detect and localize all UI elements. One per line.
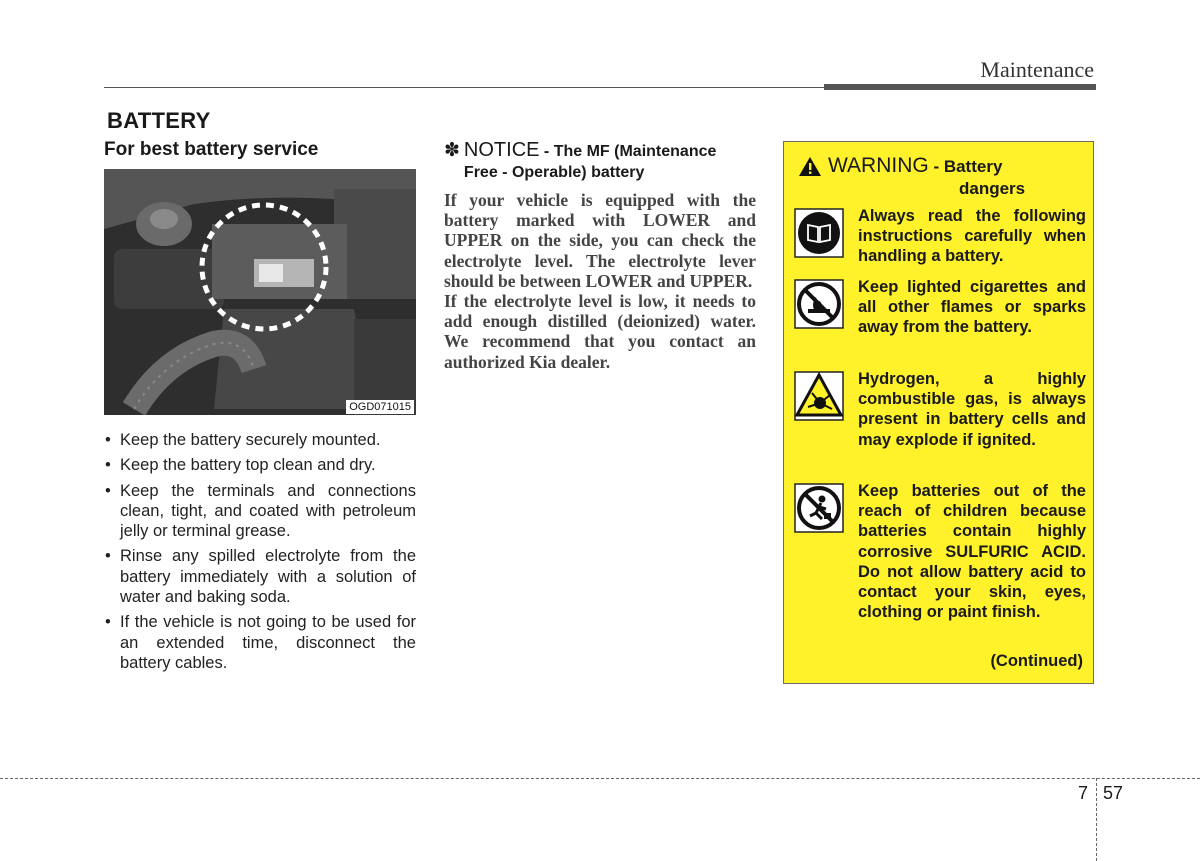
- warning-text: Hydrogen, a highly combustible gas, is always present in battery cells and may explode if ignited.: [858, 370, 1086, 449]
- list-item: • Keep the battery top clean and dry.: [104, 455, 416, 475]
- continued-label: (Continued): [990, 652, 1083, 670]
- notice-body: [444, 190, 756, 372]
- warning-title: [828, 154, 1002, 179]
- chapter-number: 7: [1078, 783, 1089, 803]
- warning-text: Keep lighted cigarettes and all other flames or sparks away from the battery.: [858, 278, 1086, 337]
- warning-triangle-icon: [798, 156, 822, 177]
- footer-rule: [0, 778, 1200, 779]
- list-item: • Keep the terminals and connections clean, tight, and coated with petroleum jelly or terminal grease.: [104, 481, 416, 542]
- header-rule-accent: [824, 84, 1096, 90]
- battery-tips-list: [104, 430, 416, 678]
- header-rule: [104, 87, 824, 88]
- notice-box: [444, 139, 756, 372]
- warning-label: WARNING: [828, 154, 929, 177]
- list-item: • If the vehicle is not going to be used for an extended time, disconnect the battery cables.: [104, 612, 416, 673]
- list-item: • Rinse any spilled electrolyte from the battery immediately with a solution of water and baking soda.: [104, 546, 416, 607]
- engine-bay-photo: [104, 169, 416, 415]
- notice-paragraph: If your vehicle is equipped with the battery marked with LOWER and UPPER on the side, you can check the electrolyte level. The electrolyte lever should be between LOWER and UPPER.: [444, 190, 756, 291]
- notice-dash: -: [539, 143, 554, 160]
- notice-title-line1: The MF (Maintenance: [553, 143, 717, 160]
- list-item: • Keep the battery securely mounted.: [104, 430, 416, 450]
- section-title: BATTERY: [107, 108, 211, 133]
- page-number: 57: [1103, 783, 1124, 803]
- explosion-hazard-icon: [794, 371, 844, 421]
- warning-title-line2: dangers: [959, 179, 1026, 198]
- warning-box: [783, 141, 1094, 684]
- running-header: Maintenance: [980, 57, 1094, 82]
- warning-text: Always read the following instructions carefully when handling a battery.: [858, 207, 1086, 266]
- warning-text: Keep batteries out of the reach of children because batteries contain highly corrosive SULFURIC ACID. Do not allow battery acid to contact your skin, eyes, clothing or paint finish.: [858, 482, 1086, 622]
- no-flames-icon: [794, 279, 844, 329]
- notice-title: [464, 139, 716, 184]
- read-manual-icon: [794, 208, 844, 258]
- footer-divider: [1096, 778, 1097, 861]
- warning-dash: -: [928, 157, 944, 176]
- subheading: For best battery service: [104, 139, 319, 160]
- warning-title-line1: Battery: [943, 157, 1003, 176]
- notice-star-icon: ✽: [444, 140, 460, 161]
- engine-bay-illustration: [104, 169, 416, 415]
- notice-title-line2: Free - Operable) battery: [463, 164, 645, 181]
- keep-from-children-icon: [794, 483, 844, 533]
- notice-paragraph: If the electrolyte level is low, it needs to add enough distilled (deionized) water. We recommend that you contact an authorized Kia dealer.: [444, 291, 756, 372]
- notice-label: NOTICE: [463, 139, 540, 161]
- photo-code: OGD071015: [346, 400, 414, 414]
